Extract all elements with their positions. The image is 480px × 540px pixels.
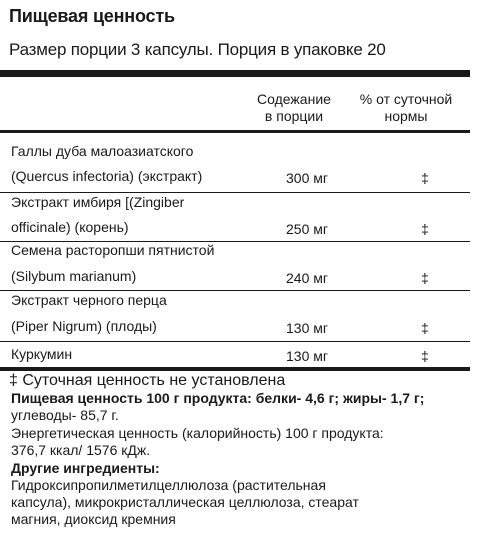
energy-value bbox=[11, 425, 471, 459]
other-line2: капсула), микрокристаллическая целлюлоза, стеарат bbox=[11, 494, 359, 510]
panel-title: Пищевая ценность bbox=[9, 6, 175, 26]
amount-header-line1: Содежание bbox=[257, 91, 331, 107]
ingredient-amount: 300 мг bbox=[286, 170, 328, 186]
energy-line1: Энергетическая ценность (калорийность) 100 г продукта: bbox=[11, 425, 384, 441]
daily-value-mark: ‡ bbox=[421, 221, 429, 237]
amount-header-line2: в порции bbox=[264, 108, 324, 124]
serving-size: Размер порции 3 капсулы. Порция в упаковке 20 bbox=[9, 40, 386, 59]
ingredient-name-line1: Семена расторопши пятнистой bbox=[11, 242, 215, 258]
ingredient-name-line2: (Silybum marianum) bbox=[11, 268, 137, 284]
dv-header-line1: % от суточной bbox=[359, 91, 453, 107]
daily-value-mark: ‡ bbox=[421, 170, 429, 186]
divider-header bbox=[0, 130, 470, 133]
amount-header bbox=[254, 91, 334, 125]
nutrition-line1: Пищевая ценность 100 г продукта: белки- 4,6 г; жиры- 1,7 г; bbox=[11, 390, 425, 406]
daily-value-footnote: ‡ Суточная ценность не установлена bbox=[9, 372, 286, 389]
ingredient-amount: 130 мг bbox=[286, 348, 328, 364]
ingredient-amount: 250 мг bbox=[286, 221, 328, 237]
other-line3: магния, диоксид кремния bbox=[11, 511, 176, 527]
daily-value-mark: ‡ bbox=[421, 348, 429, 364]
other-ingredients bbox=[11, 477, 471, 528]
energy-line2: 376,7 ккал/ 1576 кДж. bbox=[11, 442, 151, 458]
nutrition-line2: углеводы- 85,7 г. bbox=[11, 407, 119, 423]
daily-value-mark: ‡ bbox=[421, 270, 429, 286]
daily-value-header bbox=[340, 91, 472, 125]
ingredient-amount: 240 мг bbox=[286, 270, 328, 286]
ingredient-name-line2: (Quercus infectoria) (экстракт) bbox=[11, 168, 203, 184]
ingredient-name-line2: officinale) (корень) bbox=[11, 219, 129, 235]
daily-value-mark: ‡ bbox=[421, 320, 429, 336]
ingredient-name-line1: Экстракт имбиря [(Zingiber bbox=[11, 194, 185, 210]
ingredient-name-line2: (Piper Nigrum) (плоды) bbox=[11, 318, 157, 334]
ingredient-name-line1: Куркумин bbox=[11, 346, 73, 362]
other-ingredients-title: Другие ингредиенты: bbox=[11, 460, 160, 476]
ingredient-name-line1: Галлы дуба малоазиатского bbox=[11, 143, 194, 159]
dv-header-line2: нормы bbox=[384, 108, 428, 124]
divider-thick bbox=[0, 70, 470, 77]
nutrition-values bbox=[11, 390, 471, 424]
ingredient-amount: 130 мг bbox=[286, 320, 328, 336]
other-line1: Гидроксипропилметилцеллюлоза (растительная bbox=[11, 477, 326, 493]
ingredient-name-line1: Экстракт черного перца bbox=[11, 292, 167, 308]
